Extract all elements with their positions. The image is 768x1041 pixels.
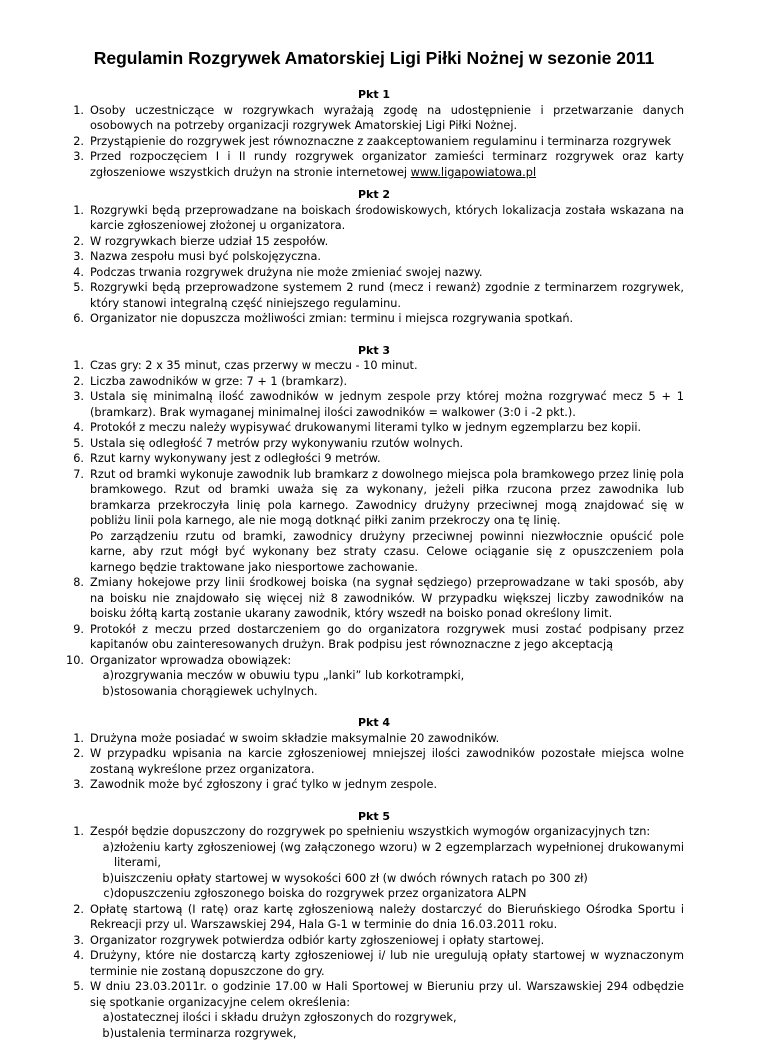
section-title: Pkt 5 — [64, 809, 684, 825]
sub-item-letter: c) — [94, 886, 114, 902]
item-number: 1. — [64, 103, 84, 119]
list-item — [64, 420, 684, 436]
item-number: 10. — [64, 653, 84, 669]
item-number: 1. — [64, 824, 84, 840]
section-list — [64, 358, 684, 699]
list-item — [64, 467, 684, 576]
list-item — [64, 374, 684, 390]
item-paragraph: Po zarządzeniu rzutu od bramki, zawodnicy drużyny przeciwnej powinni niezwłocznie opuścić pole karne, aby rzut mógł być wykonany bez straty czasu. Celowe ociąganie się z opuszczeniem pola karnego będzie traktowane jako niesportowe zachowanie. — [90, 529, 684, 576]
item-number: 2. — [64, 374, 84, 390]
sub-item — [90, 668, 684, 684]
item-number: 2. — [64, 234, 84, 250]
section-5 — [64, 809, 684, 1041]
item-number: 5. — [64, 436, 84, 452]
item-text: Osoby uczestniczące w rozgrywkach wyrażają zgodę na udostępnienie i przetwarzanie danych osobowych na potrzeby organizacji rozgrywek Amatorskiej Ligi Piłki Nożnej. — [90, 104, 684, 133]
sub-item-letter: a) — [94, 1010, 114, 1026]
list-item — [64, 280, 684, 311]
item-text: Przystąpienie do rozgrywek jest równoznaczne z zaakceptowaniem regulaminu i terminarza rozgrywek — [90, 135, 671, 148]
list-item — [64, 265, 684, 281]
section-title: Pkt 1 — [64, 87, 684, 103]
item-text: Ustala się minimalną ilość zawodników w jednym zespole przy której można rozgrywać mecz 5 + 1 (bramkarz). Brak wymaganej minimalnej ilości zawodników = walkower (3:0 i -2 pkt.). — [90, 390, 684, 419]
item-number: 5. — [64, 280, 84, 296]
item-text: Organizator nie dopuszcza możliwości zmian: terminu i miejsca rozgrywania spotkań. — [90, 312, 573, 325]
item-text: Podczas trwania rozgrywek drużyna nie może zmieniać swojej nazwy. — [90, 266, 482, 279]
list-item — [64, 933, 684, 949]
item-number: 3. — [64, 149, 84, 165]
list-item — [64, 149, 684, 180]
sub-item-letter: b) — [94, 684, 114, 700]
item-text: Zmiany hokejowe przy linii środkowej boiska (na sygnał sędziego) przeprowadzane w taki sposób, aby na boisku nie znajdowało się więcej niż 8 zawodników. W przypadku większej liczby zawodników na boisku żółtą kartą zostanie ukarany zawodnik, który wszedł na boisko ponad określony limit. — [90, 576, 684, 620]
sub-list — [90, 1010, 684, 1041]
item-text: Rzut od bramki wykonuje zawodnik lub bramkarz z dowolnego miejsca pola bramkowego przez linię pola bramkowego. Rzut od bramki uważa się za wykonany, jeżeli piłka rzucona przez zawodnika lub bramkarza przekroczyła linię pola karnego. Zawodnicy drużyny przeciwnej mogą znajdować się w pobliżu linii pola karnego, ale nie mogą dotknąć piłki zanim przekroczy ona tę linię. — [90, 468, 684, 528]
item-text: Drużyna może posiadać w swoim składzie maksymalnie 20 zawodników. — [90, 732, 499, 745]
list-item — [64, 948, 684, 979]
sub-item-text: stosowania chorągiewek uchylnych. — [114, 685, 318, 698]
sub-item-text: uiszczeniu opłaty startowej w wysokości 600 zł (w dwóch równych ratach po 300 zł) — [114, 872, 588, 885]
item-number: 1. — [64, 731, 84, 747]
sub-item — [90, 871, 684, 887]
list-item — [64, 777, 684, 793]
section-list — [64, 824, 684, 1041]
item-number: 1. — [64, 358, 84, 374]
item-number: 3. — [64, 389, 84, 405]
list-item — [64, 622, 684, 653]
list-item — [64, 249, 684, 265]
sub-item-letter: a) — [94, 668, 114, 684]
sub-item — [90, 684, 684, 700]
list-item — [64, 902, 684, 933]
section-3 — [64, 343, 684, 700]
list-item — [64, 203, 684, 234]
sub-item — [90, 886, 684, 902]
sub-item-text: dopuszczeniu zgłoszonego boiska do rozgrywek przez organizatora ALPN — [114, 887, 526, 900]
item-number: 4. — [64, 948, 84, 964]
list-item — [64, 731, 684, 747]
item-text: Zespół będzie dopuszczony do rozgrywek po spełnieniu wszystkich wymogów organizacyjnych tzn: — [90, 825, 650, 838]
section-2 — [64, 187, 684, 327]
list-item — [64, 746, 684, 777]
item-number: 3. — [64, 249, 84, 265]
item-text: Opłatę startową (I ratę) oraz kartę zgłoszeniową należy dostarczyć do Bieruńskiego Ośrodka Sportu i Rekreacji przy ul. Warszawskiej 294, Hala G-1 w terminie do dnia 16.03.2011 roku. — [90, 903, 684, 932]
list-item — [64, 134, 684, 150]
item-text: Drużyny, które nie dostarczą karty zgłoszeniowej i/ lub nie uregulują opłaty startowej w wyznaczonym terminie nie zostaną dopuszczone do gry. — [90, 949, 684, 978]
section-list — [64, 731, 684, 793]
list-item — [64, 234, 684, 250]
item-text: Zawodnik może być zgłoszony i grać tylko w jednym zespole. — [90, 778, 437, 791]
item-number: 6. — [64, 451, 84, 467]
sub-item — [90, 1026, 684, 1041]
item-text: W przypadku wpisania na karcie zgłoszeniowej mniejszej ilości zawodników pozostałe miejsca wolne zostaną wykreślone przez organizatora. — [90, 747, 684, 776]
list-item — [64, 389, 684, 420]
list-item — [64, 358, 684, 374]
section-title: Pkt 3 — [64, 343, 684, 359]
item-number: 3. — [64, 777, 84, 793]
list-item — [64, 311, 684, 327]
sub-item-text: ostatecznej ilości i składu drużyn zgłoszonych do rozgrywek, — [114, 1011, 457, 1024]
website-link[interactable]: www.ligapowiatowa.pl — [411, 166, 536, 179]
sub-item-letter: b) — [94, 1026, 114, 1041]
section-list — [64, 203, 684, 327]
list-item — [64, 575, 684, 622]
list-item — [64, 653, 684, 700]
section-list — [64, 103, 684, 181]
list-item — [64, 436, 684, 452]
item-text: Protokół z meczu przed dostarczeniem go do organizatora rozgrywek musi zostać podpisany przez kapitanów obu zainteresowanych drużyn. Brak podpisu jest równoznaczne z jego akceptacją — [90, 623, 684, 652]
section-title: Pkt 2 — [64, 187, 684, 203]
list-item — [64, 824, 684, 902]
item-number: 7. — [64, 467, 84, 483]
section-1 — [64, 87, 684, 180]
section-4 — [64, 715, 684, 793]
item-text: Organizator rozgrywek potwierdza odbiór karty zgłoszeniowej i opłaty startowej. — [90, 934, 544, 947]
item-number: 5. — [64, 979, 84, 995]
section-title: Pkt 4 — [64, 715, 684, 731]
item-number: 9. — [64, 622, 84, 638]
sub-item — [90, 1010, 684, 1026]
item-text: W rozgrywkach bierze udział 15 zespołów. — [90, 235, 328, 248]
sub-item-text: ustalenia terminarza rozgrywek, — [114, 1027, 297, 1040]
list-item — [64, 103, 684, 134]
list-item — [64, 451, 684, 467]
item-number: 2. — [64, 134, 84, 150]
item-text: Rozgrywki będą przeprowadzone systemem 2 rund (mecz i rewanż) zgodnie z terminarzem rozgrywek, który stanowi integralną część niniejszego regulaminu. — [90, 281, 684, 310]
item-number: 1. — [64, 203, 84, 219]
sub-list — [90, 840, 684, 902]
item-number: 4. — [64, 420, 84, 436]
sub-list — [90, 668, 684, 699]
item-text: Przed rozpoczęciem I i II rundy rozgrywek organizator zamieści terminarz rozgrywek oraz karty zgłoszeniowe wszystkich drużyn na stronie internetowej — [90, 150, 684, 179]
item-text: Rzut karny wykonywany jest z odległości 9 metrów. — [90, 452, 381, 465]
item-number: 4. — [64, 265, 84, 281]
sub-item-text: rozgrywania meczów w obuwiu typu „lanki” lub korkotrampki, — [114, 669, 464, 682]
document-body — [64, 87, 684, 1041]
list-item — [64, 979, 684, 1041]
item-number: 3. — [64, 933, 84, 949]
item-number: 2. — [64, 902, 84, 918]
item-text: W dniu 23.03.2011r. o godzinie 17.00 w Hali Sportowej w Bieruniu przy ul. Warszawskiej 294 odbędzie się spotkanie organizacyjne celem określenia: — [90, 980, 684, 1009]
item-text: Ustala się odległość 7 metrów przy wykonywaniu rzutów wolnych. — [90, 437, 463, 450]
item-text: Rozgrywki będą przeprowadzane na boiskach środowiskowych, których lokalizacja została wskazana na karcie zgłoszeniowej złożonej u organizatora. — [90, 204, 684, 233]
item-number: 6. — [64, 311, 84, 327]
sub-item-letter: b) — [94, 871, 114, 887]
item-text: Organizator wprowadza obowiązek: — [90, 654, 291, 667]
item-text: Protokół z meczu należy wypisywać drukowanymi literami tylko w jednym egzemplarzu bez kopii. — [90, 421, 641, 434]
sub-item-text: złożeniu karty zgłoszeniowej (wg załączonego wzoru) w 2 egzemplarzach wypełnionej drukowanymi literami, — [114, 841, 684, 870]
item-number: 2. — [64, 746, 84, 762]
item-number: 8. — [64, 575, 84, 591]
item-text: Nazwa zespołu musi być polskojęzyczna. — [90, 250, 321, 263]
item-text: Czas gry: 2 x 35 minut, czas przerwy w meczu - 10 minut. — [90, 359, 418, 372]
document-title: Regulamin Rozgrywek Amatorskiej Ligi Piłki Nożnej w sezonie 2011 — [64, 0, 684, 70]
sub-item-letter: a) — [94, 840, 114, 856]
item-text: Liczba zawodników w grze: 7 + 1 (bramkarz). — [90, 375, 347, 388]
sub-item — [90, 840, 684, 871]
